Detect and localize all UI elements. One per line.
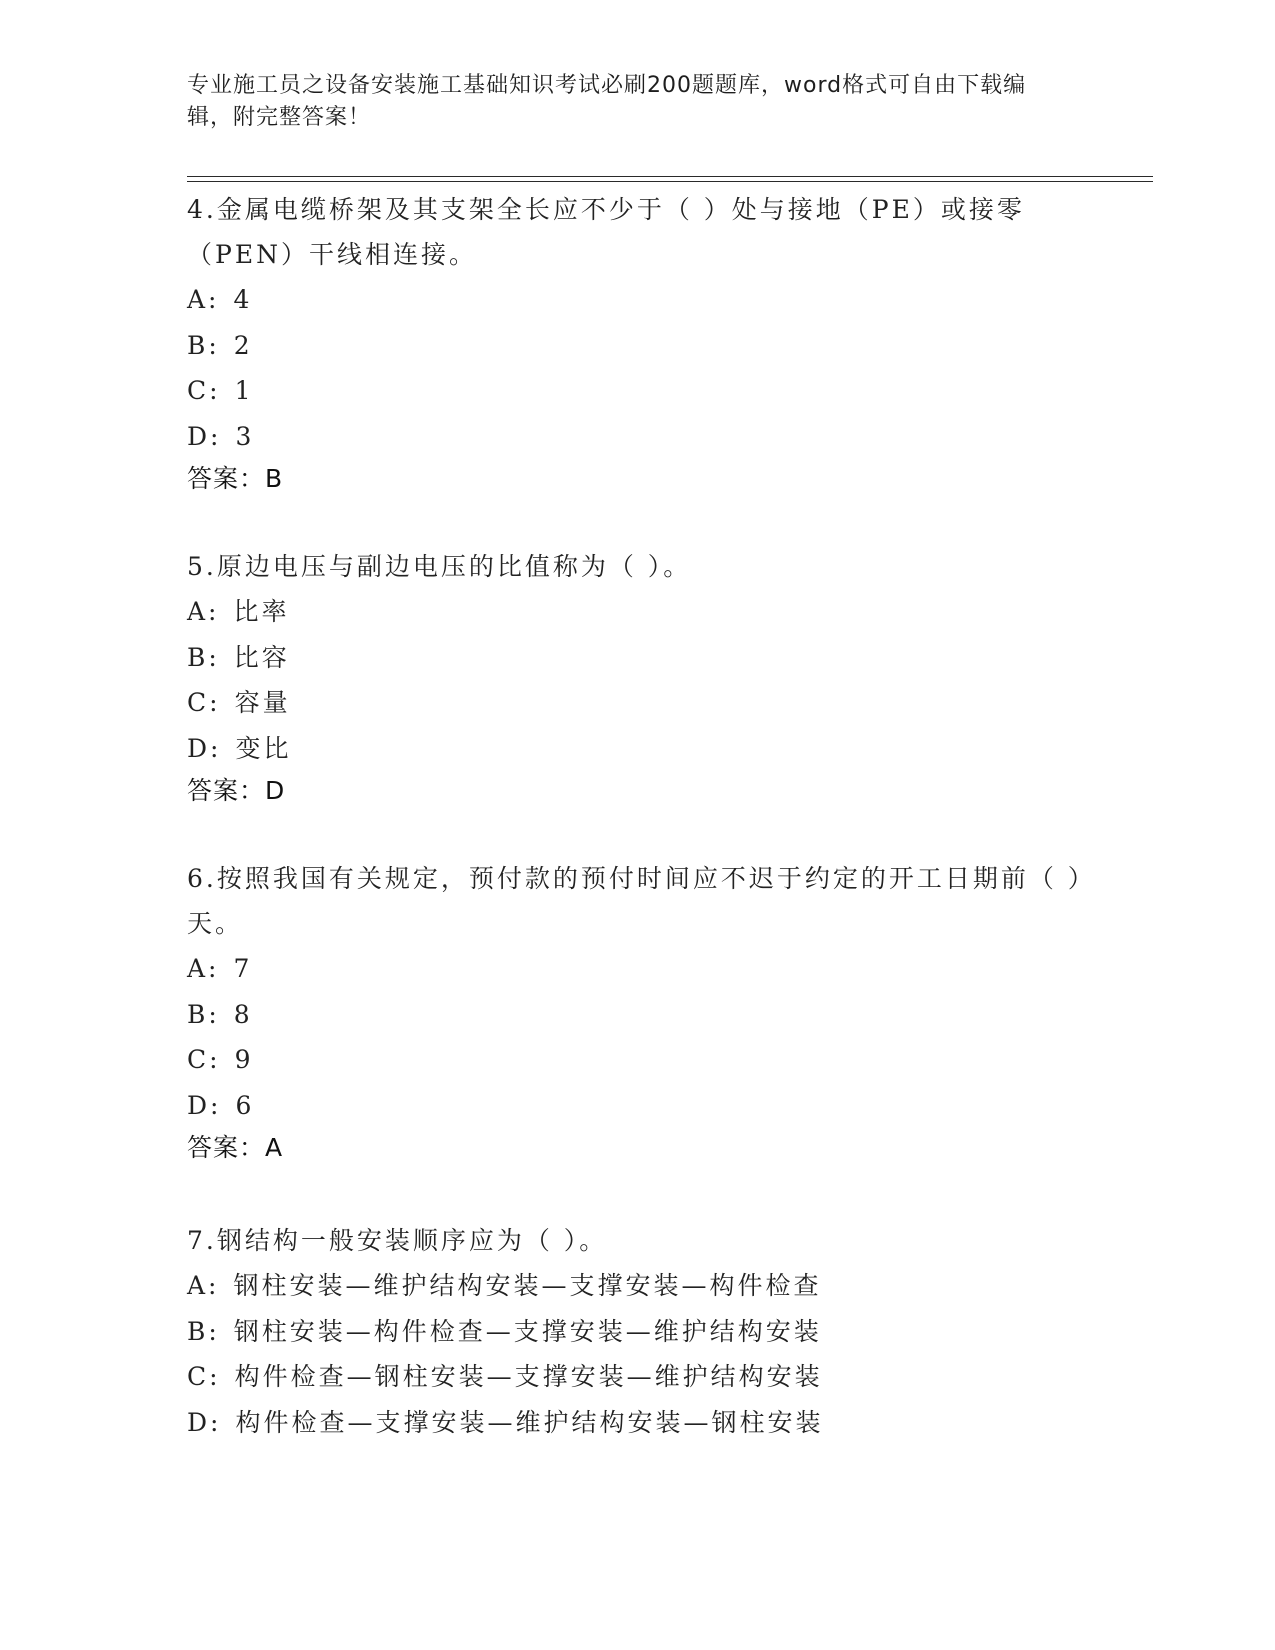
- option-text: 比率: [233, 597, 290, 626]
- option-c: [187, 368, 1087, 414]
- option-key: D:: [187, 733, 222, 763]
- option-d: [187, 414, 1087, 460]
- option-text: 6: [235, 1090, 255, 1120]
- option-text: 2: [233, 330, 253, 360]
- option-d: [187, 1400, 1087, 1446]
- option-c: [187, 680, 1087, 726]
- option-key: C:: [187, 688, 221, 717]
- option-b: [187, 992, 1087, 1038]
- option-key: C:: [187, 1362, 221, 1391]
- option-key: A:: [187, 597, 220, 626]
- answer-line: 答案：A: [187, 1133, 284, 1162]
- question-stem: 4.金属电缆桥架及其支架全长应不少于（ ）处与接地（PE）或接零（PEN）干线相连接。: [187, 195, 1025, 269]
- option-text: 3: [235, 421, 255, 451]
- option-key: B:: [187, 330, 220, 360]
- option-key: B:: [187, 642, 220, 672]
- document-header: 专业施工员之设备安装施工基础知识考试必刷200题题库，word格式可自由下载编辑，附完整答案！: [187, 73, 1027, 130]
- option-b: [187, 635, 1087, 681]
- question-4: [187, 187, 1087, 499]
- option-key: A:: [187, 1271, 220, 1300]
- option-text: 4: [233, 285, 253, 314]
- option-key: C:: [187, 376, 221, 405]
- option-key: D:: [187, 421, 222, 451]
- question-stem: 6.按照我国有关规定，预付款的预付时间应不迟于约定的开工日期前（ ）天。: [187, 864, 1084, 938]
- header-divider-bottom: [187, 181, 1153, 182]
- option-d: [187, 1083, 1087, 1129]
- option-a: [187, 277, 1087, 323]
- option-a: [187, 1263, 1087, 1309]
- answer-line: 答案：D: [187, 776, 286, 805]
- question-5: [187, 544, 1087, 811]
- option-text: 构件检查—钢柱安装—支撑安装—维护结构安装: [234, 1362, 823, 1391]
- option-b: [187, 323, 1087, 369]
- option-text: 9: [234, 1045, 254, 1074]
- option-text: 7: [233, 954, 253, 983]
- option-key: D:: [187, 1407, 222, 1437]
- option-b: [187, 1309, 1087, 1355]
- option-text: 8: [233, 999, 253, 1029]
- option-text: 构件检查—支撑安装—维护结构安装—钢柱安装: [235, 1407, 824, 1437]
- header-divider-top: [187, 176, 1153, 177]
- option-key: B:: [187, 999, 220, 1029]
- question-6: [187, 856, 1087, 1168]
- option-text: 比容: [233, 642, 290, 672]
- option-d: [187, 726, 1087, 772]
- option-text: 钢柱安装—维护结构安装—支撑安装—构件检查: [233, 1271, 822, 1300]
- option-text: 1: [234, 376, 254, 405]
- option-key: B:: [187, 1316, 220, 1346]
- question-7: [187, 1218, 1087, 1445]
- question-stem: 5.原边电压与副边电压的比值称为（ ）。: [187, 552, 692, 581]
- option-key: A:: [187, 954, 220, 983]
- option-text: 容量: [234, 688, 291, 717]
- option-a: [187, 589, 1087, 635]
- answer-line: 答案：B: [187, 464, 284, 493]
- option-text: 变比: [235, 733, 292, 763]
- option-key: D:: [187, 1090, 222, 1120]
- option-c: [187, 1354, 1087, 1400]
- option-text: 钢柱安装—构件检查—支撑安装—维护结构安装: [233, 1316, 822, 1346]
- question-stem: 7.钢结构一般安装顺序应为（ ）。: [187, 1226, 608, 1255]
- option-key: C:: [187, 1045, 221, 1074]
- option-a: [187, 946, 1087, 992]
- option-c: [187, 1037, 1087, 1083]
- option-key: A:: [187, 285, 220, 314]
